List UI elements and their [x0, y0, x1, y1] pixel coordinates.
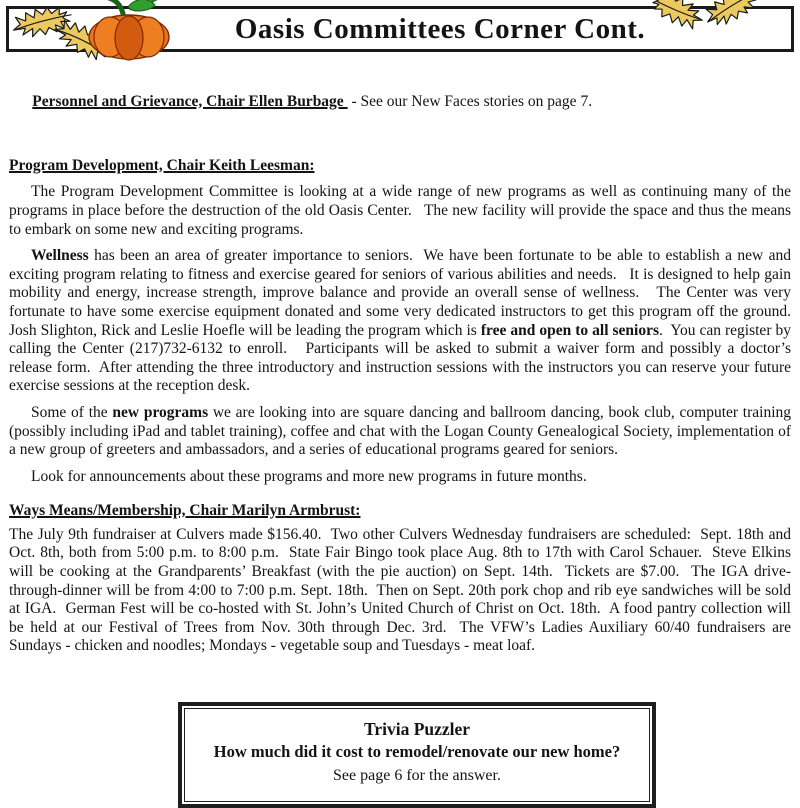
trivia-answer-note: See page 6 for the answer. [333, 767, 501, 785]
program-development-para-1: The Program Development Committee is looking at a wide range of new programs as well as continuing many of the programs in place before the destruction of the old Oasis Center. The new facility will provide the space and thus the means to embark on some new and exciting programs. [9, 183, 795, 238]
free-open-bold: free and open to all seniors [480, 321, 660, 339]
article-body [0, 52, 800, 808]
trivia-title: Trivia Puzzler [363, 719, 471, 740]
announcements-para: Look for announcements about these programs and more new programs in future months. [31, 467, 587, 485]
trivia-puzzler-inner [184, 708, 650, 802]
trivia-puzzler-box [178, 702, 656, 808]
personnel-heading: Personnel and Grievance, Chair Ellen Burbage [32, 92, 348, 110]
wellness-para: Wellness has been an area of greater importance to seniors. We have been fortunate to be able to establish a new and exciting program relating to fitness and exercise geared for seniors of various abilities and needs. It is designed to help gain mobility and energy, increase strength, improve balance and provide an overall sense of wellness. The Center was very fortunate to have some exercise equipment donated and some very dedicated instructors to get this program off the ground. Josh Slighton, Rick and Leslie Hoefle will be leading the program which is free and open to all seniors. You can register by calling the Center (217)732-6132 to enroll. Participants will be asked to submit a waiver form and possibly a doctor’s release form. After attending the three introductory and instruction sessions with the instructors you can reserve your future exercise sessions at the reception desk. [9, 247, 799, 395]
title-banner [6, 6, 794, 52]
page-title: Oasis Committees Corner Cont. [234, 12, 646, 45]
program-development-heading: Program Development, Chair Keith Leesman: [9, 156, 315, 174]
ways-means-heading: Ways Means/Membership, Chair Marilyn Armbrust: [9, 502, 361, 520]
trivia-question: How much did it cost to remodel/renovate our new home? [213, 742, 621, 762]
personnel-note: - See our New Faces stories on page 7. [347, 92, 593, 110]
ways-means-para: The July 9th fundraiser at Culvers made $156.40. Two other Culvers Wednesday fundraisers are scheduled: Sept. 18th and Oct. 8th, both from 5:00 p.m. to 8:00 p.m. State Fair Bingo took place Aug. 8th to 17th with Carol Schauer. Steve Elkins will be cooking at the Grandparents’ Breakfast (with the pie auction) on Sept. 14th. Tickets are $7.00. The IGA drive-through-dinner will be from 4:00 to 7:00 p.m. Sept. 18th. Then on Sept. 20th pork chop and rib eye sandwiches will be sold at IGA. German Fest will be co-hosted with St. John’s United Church of Christ on Oct. 18th. A food pantry collection will be held at our Festival of Trees from Nov. 30th through Dec. 3rd. The VFW’s Ladies Auxiliary 60/40 fundraisers are Sundays - chicken and noodles; Mondays - vegetable soup and Tuesdays - meat loaf. [9, 525, 795, 655]
new-programs-para: Some of the new programs we are looking into are square dancing and ballroom dancing, book club, computer training (possibly including iPad and tablet training), coffee and chat with the Logan County Genealogical Society, implementation of a new group of greeters and ambassadors, and a series of educational programs geared for seniors. [9, 403, 795, 459]
new-programs-bold: new programs [112, 403, 209, 421]
personnel-grievance-line [9, 74, 791, 130]
wellness-bold: Wellness [31, 247, 89, 265]
